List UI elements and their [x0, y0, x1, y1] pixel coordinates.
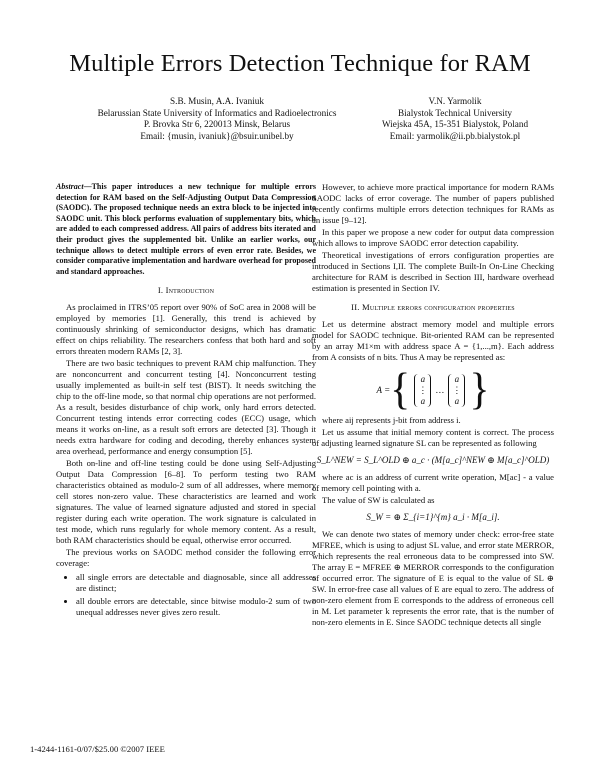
matrix-entry: a: [420, 395, 426, 406]
author-email: Email: yarmolik@ii.pb.bialystok.pl: [389, 130, 521, 141]
author-block-right: [355, 96, 555, 142]
intro-paragraph-3: Both on-line and off-line testing could be done using Self-Adjusting Output Data Compression [6–8]. To perform testing two RAM characteristics obtained as modulo-2 sum of all addresses, where memory cell stores non-zero value. These characteristics are learned and work signatures. The value of learned signature adjusted and stored in special register during each write operation. The work signature is calculated in test mode, which runs regularly for whole memory content. As a result, both RAM characteristics should be equal, otherwise error occurred.: [56, 458, 316, 546]
matrix-column-first: [414, 374, 431, 407]
sec2-paragraph-1: Let us determine abstract memory model and multiple errors model for SAODC technique. Bit-oriented RAM can be represented by an array M1×m with address space A = {1,...,m}. Each address from A consists of n bits. Thus A may be represented as:: [312, 319, 554, 362]
author-address: P. Brovka Str 6, 220013 Minsk, Belarus: [143, 119, 291, 130]
matrix-vdots: ⋮: [452, 384, 462, 395]
author-block-left: [92, 96, 342, 142]
matrix-lhs: A =: [376, 384, 391, 395]
author-email: Email: {musin, ivaniuk}@bsuir.unibel.by: [140, 130, 294, 141]
right-brace: }: [469, 365, 490, 415]
intro-paragraph-2: There are two basic techniques to prevent RAM chip malfunction. They are nonconcurrent and concurrent testing [4]. Nonconcurrent testing usually implemented as built-in self test (BIST). It needs switching the chip to the off-line mode, so that normal chip operations are not performed. As a result, besides disturbance of chip work, only hard errors detected. Concurrent testing intends error correcting codes (ECC) usage, which means it works on-line, as a result soft errors are detected [3]. Though it needs extra hardware for coding and decoding, thereby enhances system area overhead, performance and energy consumption [5].: [56, 358, 316, 457]
sec2-paragraph-4: where ac is an address of current write operation, M[ac] - a value of memory cell pointing with a.: [312, 472, 554, 493]
matrix-vdots: ⋮: [418, 384, 428, 395]
address-matrix-equation: [312, 365, 554, 415]
sec2-paragraph-5: The value of SW is calculated as: [322, 495, 435, 505]
section-heading-errors: II. Multiple errors configuration properties: [351, 302, 515, 312]
intro-paragraph-4: The previous works on SAODC method consider the following error coverage:: [56, 547, 316, 569]
abstract: [56, 182, 316, 277]
list-item: • all single errors are detectable and diagnosable, since all addresses are distinct;: [76, 572, 316, 594]
abstract-lead: Abstract: [56, 182, 84, 191]
author-names: V.N. Yarmolik: [428, 96, 482, 106]
author-affiliation: Belarussian State University of Informatics and Radioelectronics: [97, 107, 337, 118]
work-signature-equation: S_W = ⊕ Σ_{i=1}^{m} a_i · M[a_i].: [366, 512, 500, 522]
left-column: [56, 182, 316, 620]
copyright-footer: 1-4244-1161-0/07/$25.00 ©2007 IEEE: [30, 744, 165, 754]
signature-equation: S_L^NEW = S_L^OLD ⊕ a_c · (M[a_c]^NEW ⊕ M[a_c]^OLD): [316, 455, 550, 465]
right-paragraph-2: In this paper we propose a new coder for output data compression which allows to improve SAODC error detection capability.: [312, 227, 554, 248]
author-names: S.B. Musin, A.A. Ivaniuk: [170, 96, 264, 106]
error-coverage-list: [56, 572, 316, 618]
matrix-entry: a: [454, 395, 460, 406]
author-affiliation: Bialystok Technical University: [397, 107, 512, 118]
author-address: Wiejska 45A, 15-351 Bialystok, Poland: [381, 119, 529, 130]
matrix-column-last: [448, 374, 465, 407]
matrix-entry: a: [420, 373, 426, 384]
abstract-body: —This paper introduces a new technique for multiple errors detection for RAM based on the Self-Adjusting Output Data Compression (SAODC). The proposed technique needs an extra block to be injected into SAODC unit. This block performs evaluation of supplementary bits, which are added to each compressed address. All pairs of address bits iterated and their product gives the supplemented bit. Unlike an earlier works, our technique allows to detect multiple errors of even error rate. Besides, we consider comparative implementation and hardware overhead for proposed and standard approaches.: [56, 182, 316, 276]
right-column: [312, 182, 554, 628]
sec2-paragraph-3: Let us assume that initial memory content is correct. The process of adjusting learned signature SL can be represented as following: [312, 427, 554, 448]
intro-paragraph-1: As proclaimed in ITRS’05 report over 90% of SoC area in 2008 will be employed by memories [1]. Generally, this trend is achieved by continuously shrinking of semiconductor designs, which has dramatic effect on chips reliability. The researchers confess that both hard and soft errors threaten modern RAMs [2, 3].: [56, 302, 316, 357]
sec2-paragraph-2: where aij represents j-bit from address i.: [322, 415, 461, 425]
matrix-hdots: …: [435, 384, 445, 395]
right-paragraph-3: Theoretical investigations of errors configuration properties are introduced in Sections I,II. The complete Built-In On-Line Checking architecture for RAM is described in Section III, hardware overhead estimation is presented in Section IV.: [312, 250, 554, 293]
left-brace: {: [390, 365, 411, 415]
sec2-paragraph-6: We can denote two states of memory under check: error-free state MFREE, which is using to adjust SL value, and error state MERROR, which represents the real erroneous data to be compressed into SW. The array E = MFREE ⊕ MERROR corresponds to the configuration of occurred error. The signature of E is equal to the value of SL ⊕ SW. In error-free case all values of E are equal to zero. The address of non-zero element from E corresponds to the address of erroneous cell in M. Let parameter k represents the error rate, that is the number of non-zero elements in E. Since SAODC technique detects all single: [312, 529, 554, 627]
list-item: • all double errors are detectable, since bitwise modulo-2 sum of two unequal addresses never gives zero result.: [76, 596, 316, 618]
matrix-entry: a: [454, 373, 460, 384]
section-heading-introduction: I. Introduction: [157, 285, 215, 296]
right-paragraph-1: However, to achieve more practical importance for modern RAMs SAODC lacks of error coverage. The number of papers published recently confirms multiple errors detection techniques for RAMs as an issue [9–12].: [312, 182, 554, 225]
paper-title: Multiple Errors Detection Technique for RAM: [69, 50, 531, 77]
